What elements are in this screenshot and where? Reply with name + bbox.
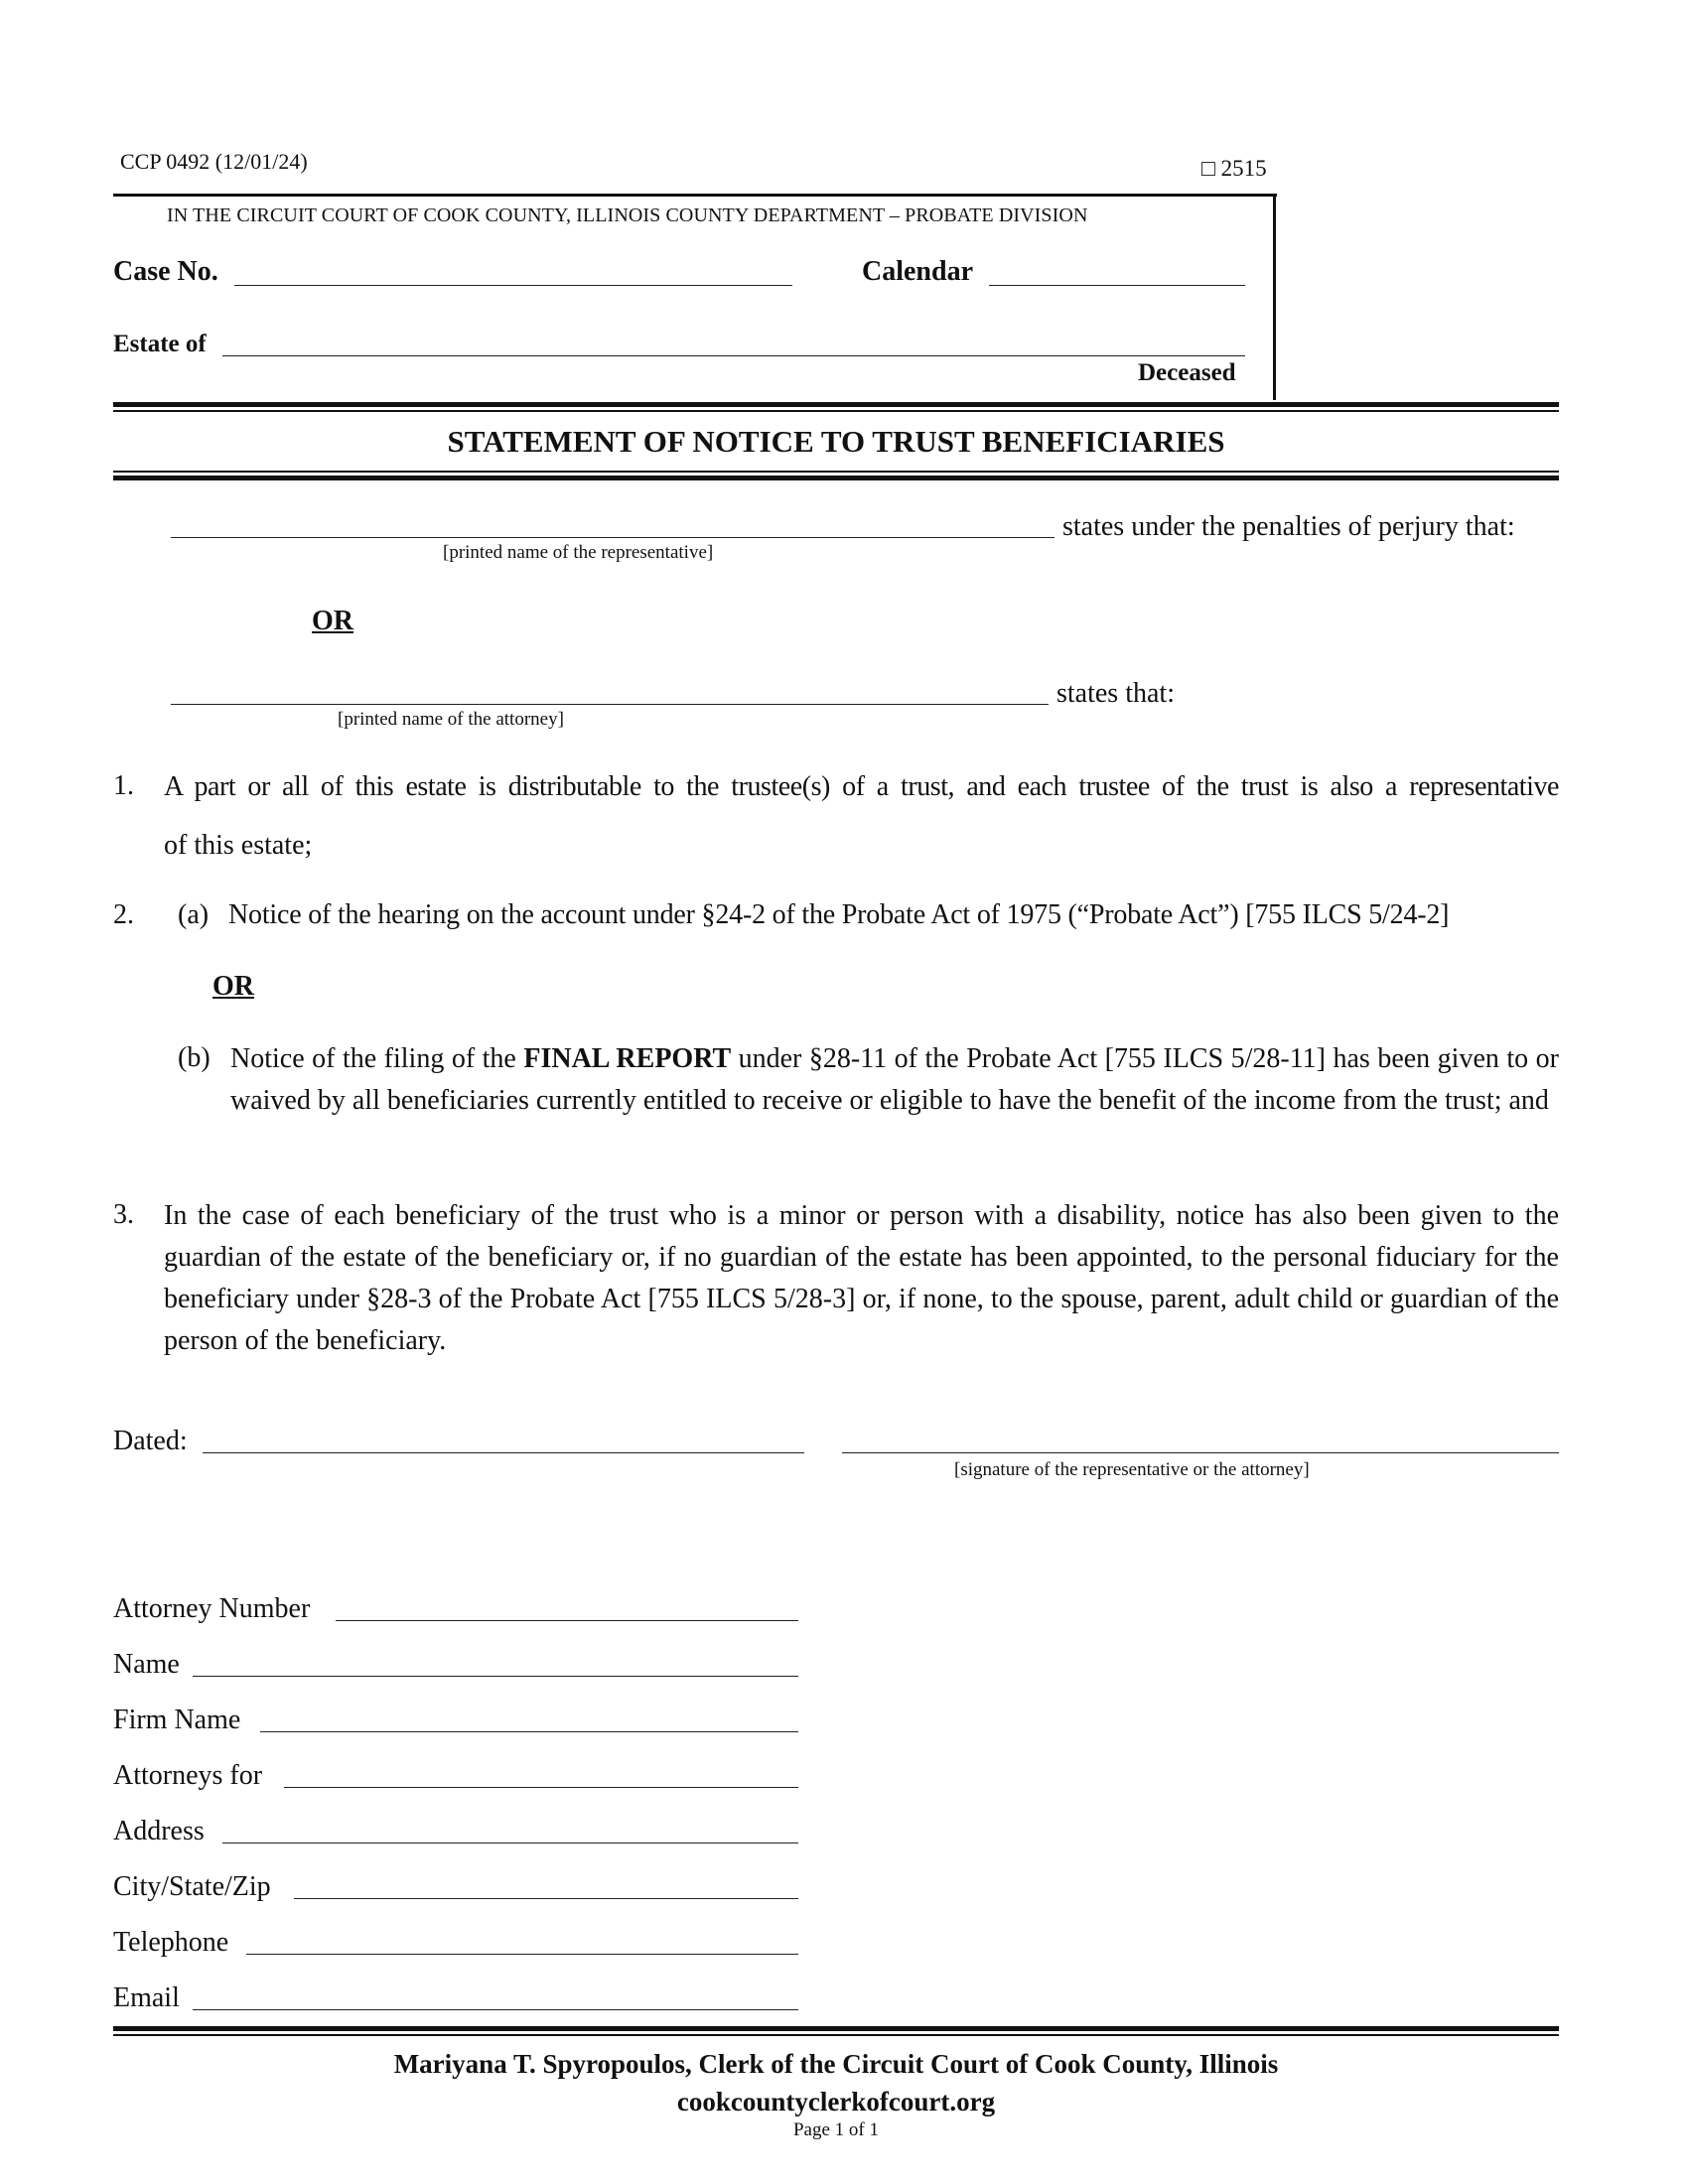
representative-caption: [printed name of the representative] <box>443 542 714 563</box>
email-label: Email <box>113 1982 180 2013</box>
title-rule-bottom-thick <box>113 476 1559 480</box>
footer-rule-thin <box>113 2034 1559 2036</box>
item-1-number: 1. <box>113 770 134 801</box>
item-2-or-label: OR <box>212 971 254 1002</box>
header-box-top-border <box>113 194 1277 197</box>
item-2a-text: Notice of the hearing on the account under §24-2 of the Probate Act of 1975 (“Probate Act”) [755 ILCS 5/24-2] <box>228 899 1450 930</box>
item-2-number: 2. <box>113 899 134 930</box>
title-rule-top-thick <box>113 402 1559 407</box>
case-no-label: Case No. <box>113 256 218 287</box>
deceased-label: Deceased <box>1138 359 1236 386</box>
city-state-zip-label: City/State/Zip <box>113 1871 271 1902</box>
dated-label: Dated: <box>113 1426 188 1456</box>
court-heading: IN THE CIRCUIT COURT OF COOK COUNTY, ILLINOIS COUNTY DEPARTMENT – PROBATE DIVISION <box>167 205 1088 226</box>
address-label: Address <box>113 1816 205 1846</box>
form-number-checkbox[interactable]: □ 2515 <box>1201 156 1267 181</box>
name-label: Name <box>113 1649 180 1680</box>
attorneys-for-field[interactable] <box>284 1787 798 1788</box>
firm-name-field[interactable] <box>260 1731 798 1732</box>
calendar-label: Calendar <box>862 256 973 287</box>
attorney-number-field[interactable] <box>336 1620 798 1621</box>
item-3-text: In the case of each beneficiary of the trust who is a minor or person with a disability, notice has also been given to the guardian of the estate of the beneficiary or, if no guardian of the estate has been appointed, to the personal fiduciary for the beneficiary under §28-3 of the Probate Act [755 ILCS 5/28-3] or, if none, to the spouse, parent, adult child or guardian of the person of the beneficiary. <box>164 1200 1559 1356</box>
city-state-zip-field[interactable] <box>294 1898 798 1899</box>
form-code: CCP 0492 (12/01/24) <box>120 149 308 174</box>
item-2b-text-post: under §28-11 of the Probate Act [755 ILCS 5/28-11] has been given to or waived by all beneficiaries currently entitled to receive or eligible to have the benefit of the income from the trust; and <box>230 1043 1559 1116</box>
representative-statement: states under the penalties of perjury that: <box>1062 511 1515 542</box>
item-1-text: A part or all of this estate is distributable to the trustee(s) of a trust, and each trustee of the trust is also a representative <box>164 771 1559 802</box>
calendar-field[interactable] <box>989 285 1245 286</box>
title-rule-top-thin <box>113 410 1559 412</box>
clerk-name: Mariyana T. Spyropoulos, Clerk of the Circuit Court of Cook County, Illinois <box>393 2049 1279 2079</box>
attorneys-for-label: Attorneys for <box>113 1760 263 1791</box>
title-rule-bottom-thin <box>113 471 1559 473</box>
attorney-name-field[interactable] <box>171 704 1049 705</box>
firm-name-label: Firm Name <box>113 1705 241 1735</box>
signature-field[interactable] <box>842 1452 1559 1453</box>
page-number: Page 1 of 1 <box>792 2119 879 2140</box>
item-2b-text-pre: Notice of the filing of the <box>230 1043 524 1074</box>
clerk-website[interactable]: cookcountyclerkofcourt.org <box>676 2087 996 2116</box>
representative-name-field[interactable] <box>171 537 1055 538</box>
footer-rule-thick <box>113 2026 1559 2031</box>
or-label: OR <box>312 606 353 636</box>
attorney-caption: [printed name of the attorney] <box>338 709 564 730</box>
item-2a-label: (a) <box>178 899 210 930</box>
item-2b-text <box>230 1038 1559 1122</box>
item-2b-label: (b) <box>178 1042 211 1073</box>
name-field[interactable] <box>193 1676 798 1677</box>
item-1-continuation: of this estate; <box>164 830 313 861</box>
attorney-number-label: Attorney Number <box>113 1593 311 1624</box>
final-report-bold: FINAL REPORT <box>523 1043 732 1074</box>
telephone-label: Telephone <box>113 1927 229 1958</box>
telephone-field[interactable] <box>246 1954 798 1955</box>
dated-field[interactable] <box>203 1452 804 1453</box>
page-title: STATEMENT OF NOTICE TO TRUST BENEFICIARIES <box>447 424 1225 459</box>
item-3-number: 3. <box>113 1199 134 1230</box>
attorney-statement: states that: <box>1056 678 1175 709</box>
signature-caption: [signature of the representative or the attorney] <box>954 1459 1310 1480</box>
estate-of-field[interactable] <box>222 355 1245 356</box>
email-field[interactable] <box>193 2009 798 2010</box>
case-no-field[interactable] <box>234 285 792 286</box>
estate-of-label: Estate of <box>113 331 207 357</box>
header-box-right-border <box>1273 194 1276 400</box>
